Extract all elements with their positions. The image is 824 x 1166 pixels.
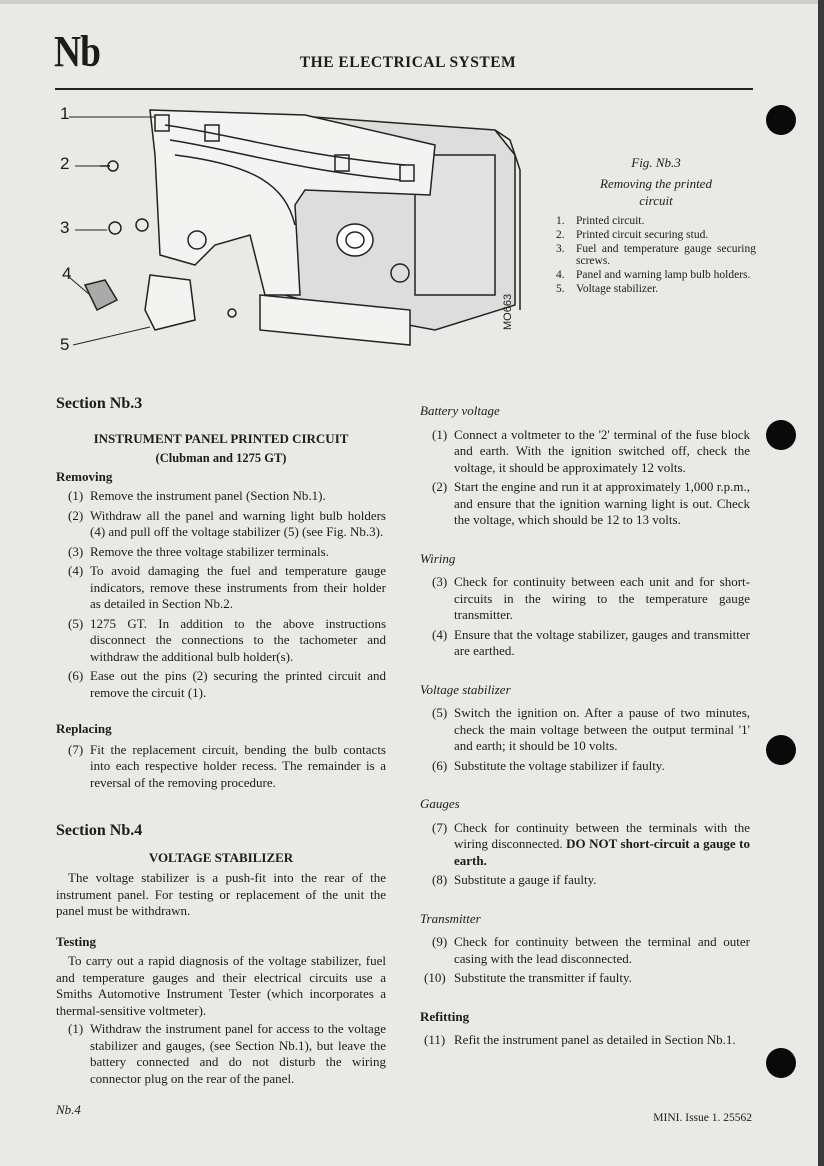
removing-heading: Removing	[56, 468, 113, 484]
scan-edge-top	[0, 0, 824, 4]
list-item	[420, 627, 750, 660]
item-number: (10)	[424, 970, 446, 985]
section-code: Nb	[54, 27, 101, 76]
item-text: Withdraw the instrument panel for access to the voltage stabilizer and gauges, (see Section Nb.1), but leave the battery connected and do not disturb the wiring connector plug on the rear of the panel.	[90, 1021, 386, 1086]
subsection-heading: VOLTAGE STABILIZER	[148, 849, 294, 865]
figure-legend	[556, 215, 756, 295]
item-text: Substitute the voltage stabilizer if faulty.	[454, 757, 665, 773]
item-number: (11)	[424, 1032, 446, 1047]
punch-hole	[766, 1048, 796, 1078]
item-text: Substitute a gauge if faulty.	[454, 872, 597, 887]
item-text: Switch the ignition on. After a pause of two minutes, check the main voltage between the output terminal '1' and earth; it should be 10 volts.	[454, 705, 750, 753]
stabilizer-heading: Voltage stabilizer	[420, 681, 511, 697]
item-text: Check for continuity between the terminal and outer casing with the lead disconnected.	[454, 934, 750, 966]
item-text: Ensure that the voltage stabilizer, gauges and transmitter are earthed.	[454, 626, 750, 658]
callout-2: 2	[60, 154, 70, 173]
legend-text: Voltage stabilizer.	[576, 283, 659, 295]
item-number: (3)	[68, 543, 84, 559]
legend-number: 5.	[556, 283, 565, 295]
list-item	[420, 820, 750, 870]
list-item	[420, 970, 750, 987]
subsection-heading: INSTRUMENT PANEL PRINTED CIRCUIT	[93, 430, 349, 446]
section-heading: Section Nb.4	[56, 822, 143, 839]
item-number: (2)	[68, 507, 84, 523]
list-item	[420, 705, 750, 755]
callout-1: 1	[60, 104, 70, 123]
punch-hole	[766, 420, 796, 450]
section-heading: Section Nb.3	[56, 395, 143, 412]
item-text: Withdraw all the panel and warning light bulb holders (4) and pull off the voltage stabilizer (5) (see Fig. Nb.3).	[90, 507, 386, 539]
list-item	[56, 668, 386, 701]
legend-number: 4.	[556, 269, 565, 281]
numbered-list	[420, 427, 750, 529]
item-text: Remove the three voltage stabilizer terminals.	[90, 543, 329, 559]
legend-item	[556, 229, 756, 241]
item-text: Check for continuity between the terminals with the wiring disconnected.	[454, 819, 750, 851]
legend-item	[556, 269, 756, 281]
item-number: (6)	[432, 757, 448, 773]
legend-text: Fuel and temperature gauge securing screws.	[576, 243, 756, 267]
item-number: (5)	[68, 615, 84, 631]
page-number: Nb.4	[56, 1102, 81, 1117]
legend-text: Printed circuit securing stud.	[576, 229, 709, 241]
list-item	[420, 1032, 750, 1049]
callout-3: 3	[60, 218, 70, 237]
item-text: Remove the instrument panel (Section Nb.1).	[90, 488, 326, 503]
page-title: THE ELECTRICAL SYSTEM	[299, 54, 517, 71]
footer-issue: MINI. Issue 1. 25562	[653, 1112, 752, 1124]
punch-hole	[766, 105, 796, 135]
caption-title: Removing the printed circuit	[600, 176, 712, 208]
legend-item	[556, 215, 756, 227]
legend-item	[556, 243, 756, 267]
numbered-list	[420, 705, 750, 774]
list-item	[420, 574, 750, 624]
item-number: (7)	[432, 819, 448, 835]
header-rule	[55, 88, 753, 90]
left-column	[56, 396, 386, 1090]
gauges-heading: Gauges	[420, 796, 460, 811]
right-column	[420, 403, 750, 1052]
item-number: (2)	[432, 479, 448, 494]
item-number: (8)	[432, 872, 448, 887]
battery-heading: Battery voltage	[420, 403, 500, 418]
caption-number: Fig. Nb.3	[631, 155, 681, 170]
item-number: (1)	[432, 426, 448, 442]
numbered-list	[56, 1021, 386, 1087]
item-text: Substitute the transmitter if faulty.	[454, 970, 632, 985]
list-item	[420, 427, 750, 477]
transmitter-heading: Transmitter	[420, 910, 481, 926]
callout-5: 5	[60, 335, 70, 354]
item-number: (3)	[432, 574, 448, 589]
item-text: Start the engine and run it at approximately 1,000 r.p.m., and ensure that the ignition warning light is out. Check the voltage, which should be 12 to 13 volts.	[454, 479, 750, 527]
list-item	[56, 742, 386, 792]
legend-text: Printed circuit.	[576, 215, 645, 227]
item-number: (6)	[68, 668, 84, 683]
numbered-list	[56, 488, 386, 701]
item-number: (5)	[432, 705, 448, 720]
item-number: (1)	[68, 488, 84, 503]
legend-number: 3.	[556, 243, 565, 255]
list-item	[56, 563, 386, 613]
list-item	[56, 1021, 386, 1087]
paragraph: The voltage stabilizer is a push-fit into the rear of the instrument panel. For testing or replacement of the unit the panel must be withdrawn.	[56, 870, 386, 918]
numbered-list	[420, 934, 750, 987]
legend-item	[556, 283, 756, 295]
item-number: (4)	[68, 563, 84, 578]
list-item	[56, 508, 386, 541]
item-text: Fit the replacement circuit, bending the bulb contacts into each respective holder recess. The remainder is a reversal of the removing procedure.	[90, 741, 386, 790]
scan-edge-right	[818, 0, 824, 1166]
legend-number: 1.	[556, 215, 565, 227]
subsection-subheading: (Clubman and 1275 GT)	[155, 451, 287, 465]
numbered-list	[56, 742, 386, 792]
list-item	[420, 872, 750, 889]
list-item	[56, 544, 386, 561]
item-number: (7)	[68, 741, 84, 757]
list-item	[420, 479, 750, 529]
list-item	[56, 616, 386, 666]
item-number: (9)	[432, 934, 448, 949]
list-item	[420, 758, 750, 775]
item-text: Connect a voltmeter to the '2' terminal of the fuse block and earth. With the ignition switched off, check the voltage, it should be approximately 12 volts.	[454, 426, 750, 475]
punch-hole	[766, 735, 796, 765]
printed-circuit-illustration	[55, 95, 545, 365]
figure-caption	[556, 154, 756, 297]
legend-number: 2.	[556, 229, 565, 241]
item-number: (4)	[432, 626, 448, 642]
item-text: To avoid damaging the fuel and temperature gauge indicators, remove these instruments from their holder as detailed in Section Nb.2.	[90, 563, 386, 611]
numbered-list	[420, 1032, 750, 1049]
item-text: Refit the instrument panel as detailed in Section Nb.1.	[454, 1032, 736, 1047]
testing-heading: Testing	[56, 933, 96, 949]
warning-text: DO NOT short-circuit a gauge to earth.	[454, 836, 751, 868]
callout-4: 4	[62, 264, 72, 283]
legend-text: Panel and warning lamp bulb holders.	[576, 269, 751, 281]
wiring-heading: Wiring	[420, 550, 456, 566]
refitting-heading: Refitting	[420, 1008, 470, 1024]
drawing-code: MO663	[502, 293, 514, 330]
paragraph: To carry out a rapid diagnosis of the voltage stabilizer, fuel and temperature gauges and their electrical circuits use a Smiths Automotive Instrument Tester (which incorporates a thermal-sensitive voltmeter).	[56, 953, 386, 1018]
item-text: 1275 GT. In addition to the above instructions disconnect the connections to the tachometer and withdraw the additional bulb holder(s).	[90, 615, 386, 664]
list-item	[56, 488, 386, 505]
replacing-heading: Replacing	[56, 721, 112, 736]
item-number: (1)	[68, 1021, 84, 1036]
numbered-list	[420, 574, 750, 660]
item-text: Check for continuity between each unit and for short-circuits in the wiring to the temperature gauge transmitter.	[454, 574, 750, 622]
list-item	[420, 934, 750, 967]
item-text: Ease out the pins (2) securing the printed circuit and remove the circuit (1).	[90, 668, 386, 700]
